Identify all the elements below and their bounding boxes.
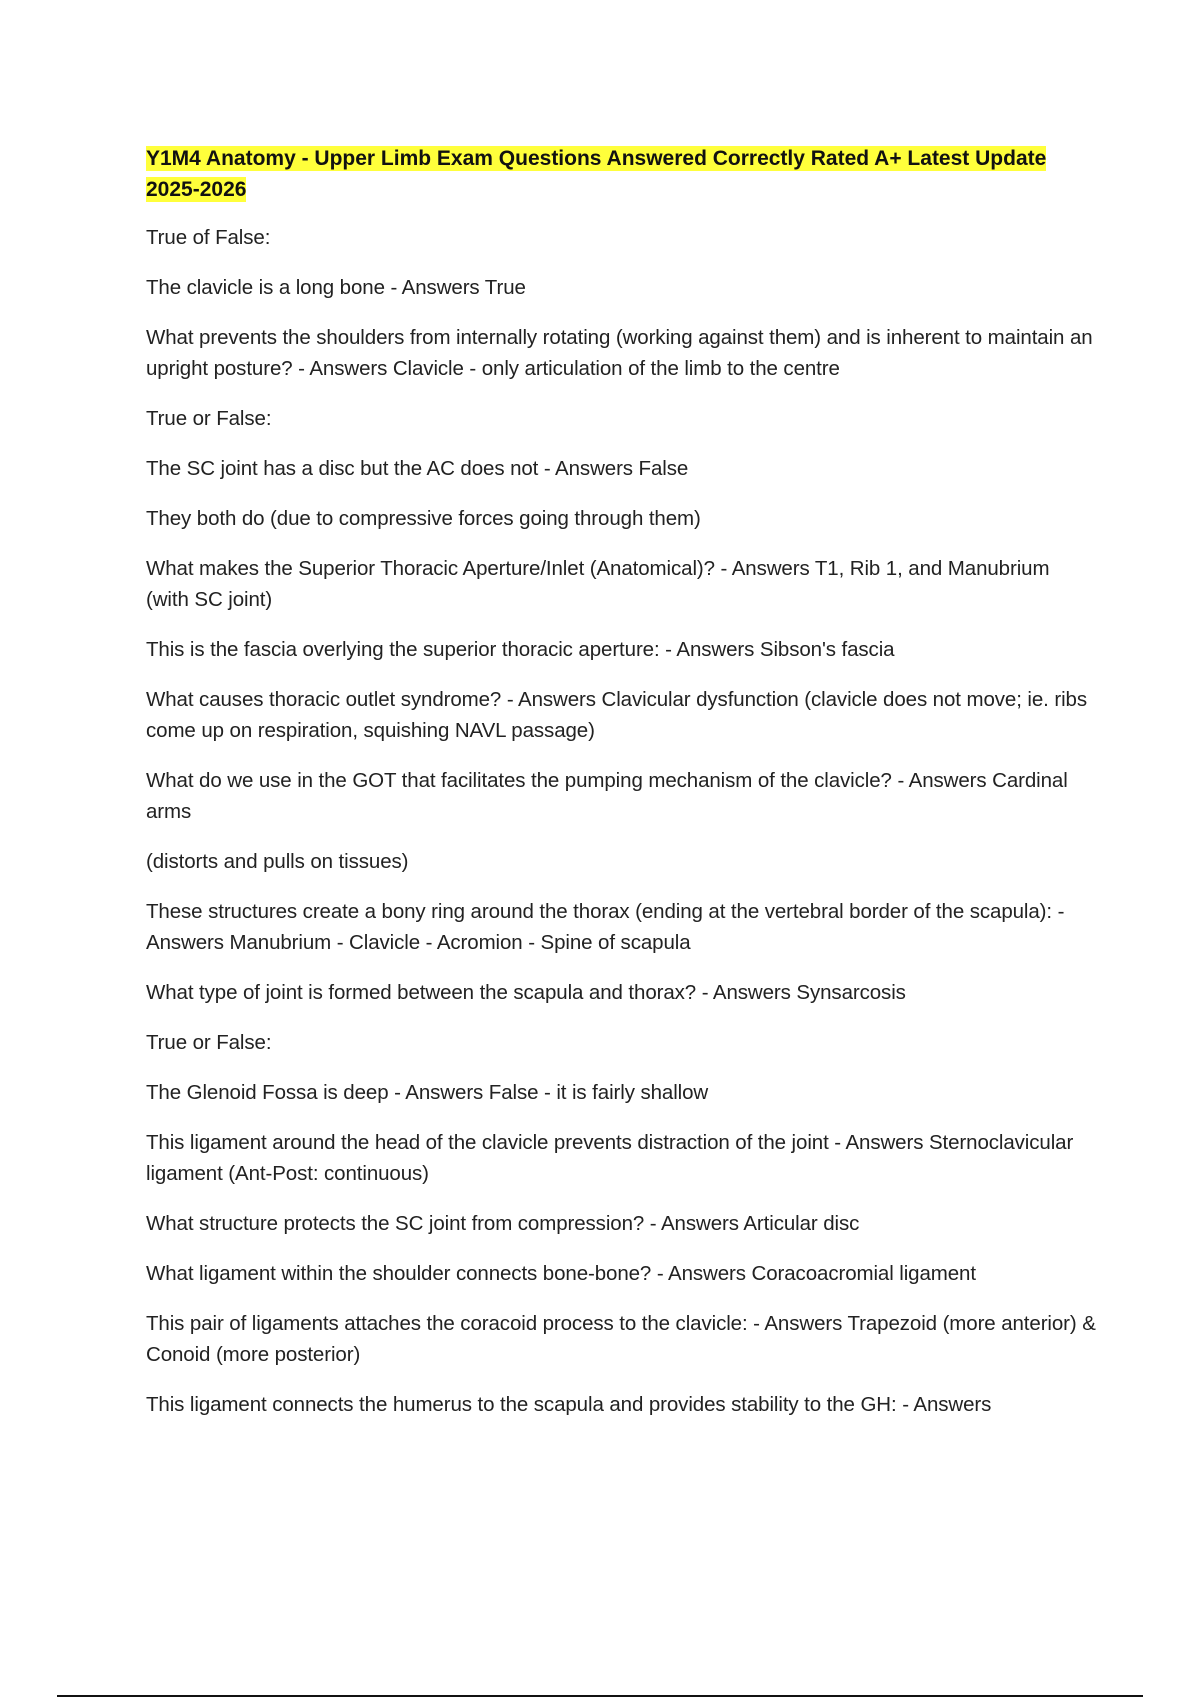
- paragraph-5: The SC joint has a disc but the AC does not - Answers False: [146, 457, 689, 480]
- paragraph-3: What prevents the shoulders from internally rotating (working against them) and is inherent to maintain an upright posture? - Answers Clavicle - only articulation of the limb to the centre: [146, 326, 1093, 380]
- paragraph-2: The clavicle is a long bone - Answers True: [146, 276, 526, 299]
- paragraph-19: This pair of ligaments attaches the coracoid process to the clavicle: - Answers Trapezoid (more anterior) & Conoid (more posterior): [146, 1312, 1096, 1366]
- paragraph-14: True or False:: [146, 1031, 272, 1054]
- paragraph-17: What structure protects the SC joint from compression? - Answers Articular disc: [146, 1212, 860, 1235]
- paragraph-16: This ligament around the head of the clavicle prevents distraction of the joint - Answers Sternoclavicular ligament (Ant-Post: continuous): [146, 1131, 1074, 1185]
- paragraph-12: These structures create a bony ring around the thorax (ending at the vertebral border of the scapula): - Answers Manubrium - Clavicle - Acromion - Spine of scapula: [146, 900, 1065, 954]
- paragraph-13: What type of joint is formed between the scapula and thorax? - Answers Synsarcosis: [146, 981, 906, 1004]
- paragraph-18: What ligament within the shoulder connects bone-bone? - Answers Coracoacromial ligament: [146, 1262, 976, 1285]
- paragraph-11: (distorts and pulls on tissues): [146, 850, 409, 873]
- paragraph-9: What causes thoracic outlet syndrome? - Answers Clavicular dysfunction (clavicle does not move; ie. ribs come up on respiration, squishing NAVL passage): [146, 688, 1087, 742]
- paragraph-1: True of False:: [146, 226, 271, 249]
- paragraph-10: What do we use in the GOT that facilitates the pumping mechanism of the clavicle? - Answers Cardinal arms: [146, 769, 1068, 823]
- paragraph-8: This is the fascia overlying the superior thoracic aperture: - Answers Sibson's fascia: [146, 638, 895, 661]
- paragraph-15: The Glenoid Fossa is deep - Answers False - it is fairly shallow: [146, 1081, 709, 1104]
- document-title: [146, 143, 1096, 205]
- paragraph-4: True or False:: [146, 407, 272, 430]
- paragraph-7: What makes the Superior Thoracic Aperture/Inlet (Anatomical)? - Answers T1, Rib 1, and Manubrium (with SC joint): [146, 557, 1050, 611]
- paragraph-20: This ligament connects the humerus to the scapula and provides stability to the GH: - Answers: [146, 1393, 992, 1416]
- document-title-text: Y1M4 Anatomy - Upper Limb Exam Questions Answered Correctly Rated A+ Latest Update 2025-2026: [146, 147, 1047, 201]
- page-bottom-rule: [57, 1695, 1143, 1697]
- paragraph-6: They both do (due to compressive forces going through them): [146, 507, 701, 530]
- document-body: [146, 143, 1096, 1439]
